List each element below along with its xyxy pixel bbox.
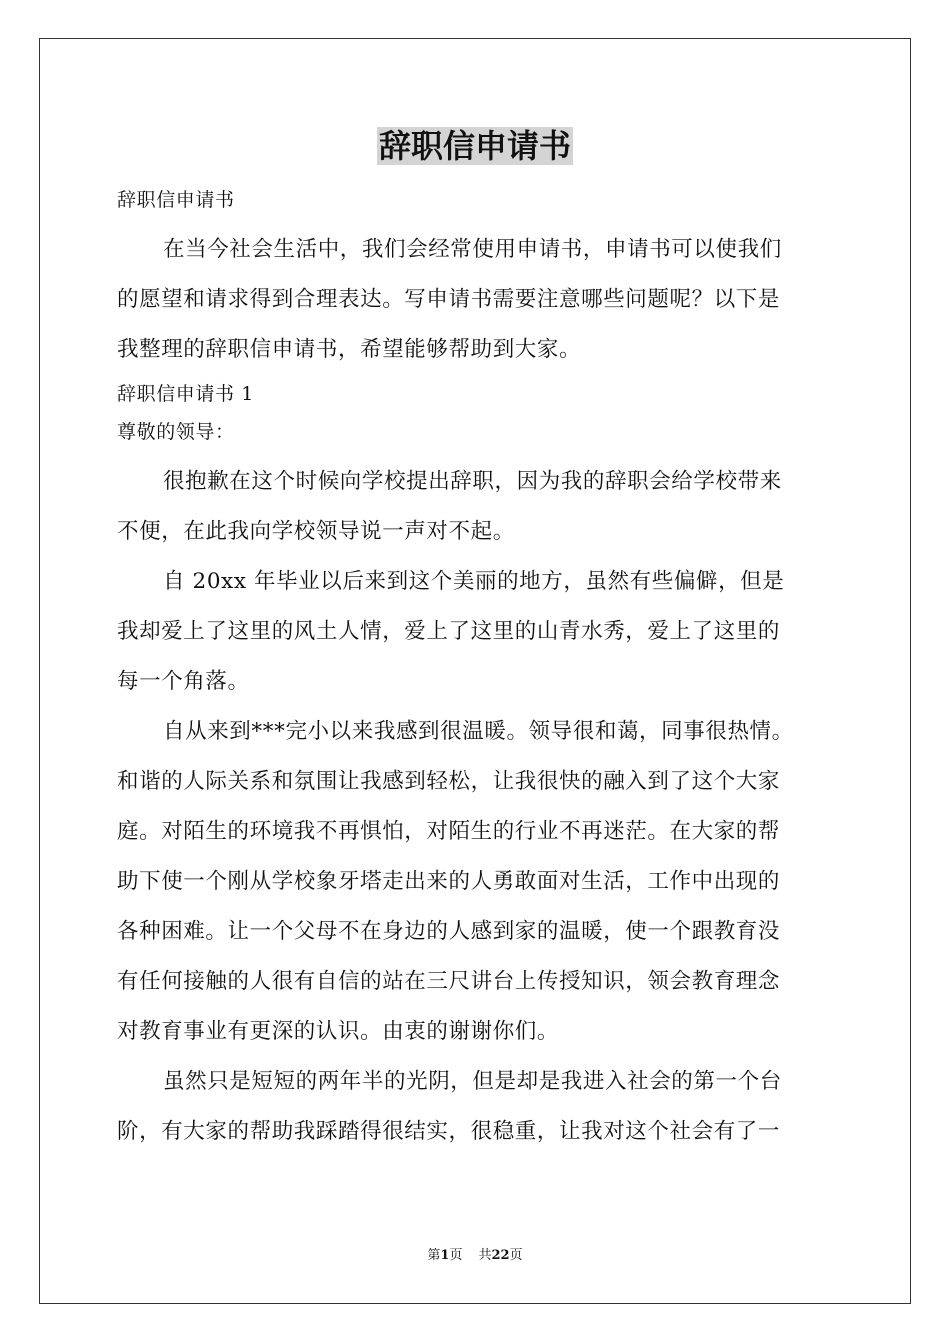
paragraph-line: 和谐的人际关系和氛围让我感到轻松，让我很快的融入到了这个大家: [117, 769, 781, 794]
paragraph-line: 庭。对陌生的环境我不再惧怕，对陌生的行业不再迷茫。在大家的帮: [117, 819, 781, 844]
paragraph-line: 不便，在此我向学校领导说一声对不起。: [117, 519, 515, 544]
paragraph-line: 的愿望和请求得到合理表达。写申请书需要注意哪些问题呢？以下是: [117, 287, 781, 312]
total-prefix: 共: [478, 1248, 492, 1263]
paragraph-line: 自从来到***完小以来我感到很温暖。领导很和蔼，同事很热情。: [163, 719, 794, 744]
paragraph-line: 虽然只是短短的两年半的光阴，但是却是我进入社会的第一个台: [163, 1069, 782, 1094]
paragraph-line: 对教育事业有更深的认识。由衷的谢谢你们。: [117, 1019, 560, 1044]
paragraph-line: 我却爱上了这里的风土人情，爱上了这里的山青水秀，爱上了这里的: [117, 619, 781, 644]
paragraph-line: 在当今社会生活中，我们会经常使用申请书，申请书可以使我们: [163, 237, 782, 262]
page-prefix: 第: [427, 1248, 441, 1263]
paragraph-heading: 尊敬的领导：: [117, 421, 235, 443]
paragraph-line: 各种困难。让一个父母不在身边的人感到家的温暖，使一个跟教育没: [117, 919, 781, 944]
paragraph-heading: 辞职信申请书: [117, 189, 235, 211]
paragraph-line: 我整理的辞职信申请书，希望能够帮助到大家。: [117, 337, 582, 362]
document-title-text: 辞职信申请书: [378, 127, 571, 165]
paragraph-line: 有任何接触的人很有自信的站在三尺讲台上传授知识，领会教育理念: [117, 969, 781, 994]
paragraph-line: 很抱歉在这个时候向学校提出辞职，因为我的辞职会给学校带来: [163, 469, 782, 494]
page-number: 1: [440, 1248, 450, 1263]
paragraph-line: 阶，有大家的帮助我踩踏得很结实，很稳重，让我对这个社会有了一: [117, 1119, 781, 1144]
paragraph-line: 助下使一个刚从学校象牙塔走出来的人勇敢面对生活，工作中出现的: [117, 869, 781, 894]
document-title: [0, 124, 950, 168]
paragraph-line: 自 20xx 年毕业以后来到这个美丽的地方，虽然有些偏僻，但是: [163, 569, 785, 594]
paragraph-line: 每一个角落。: [117, 669, 250, 694]
paragraph-heading: 辞职信申请书 1: [117, 383, 254, 405]
total-pages: 22: [491, 1248, 510, 1263]
page-suffix: 页: [449, 1248, 463, 1263]
document-body: [117, 181, 837, 1157]
total-suffix: 页: [509, 1248, 523, 1263]
page-footer: [0, 1247, 950, 1265]
